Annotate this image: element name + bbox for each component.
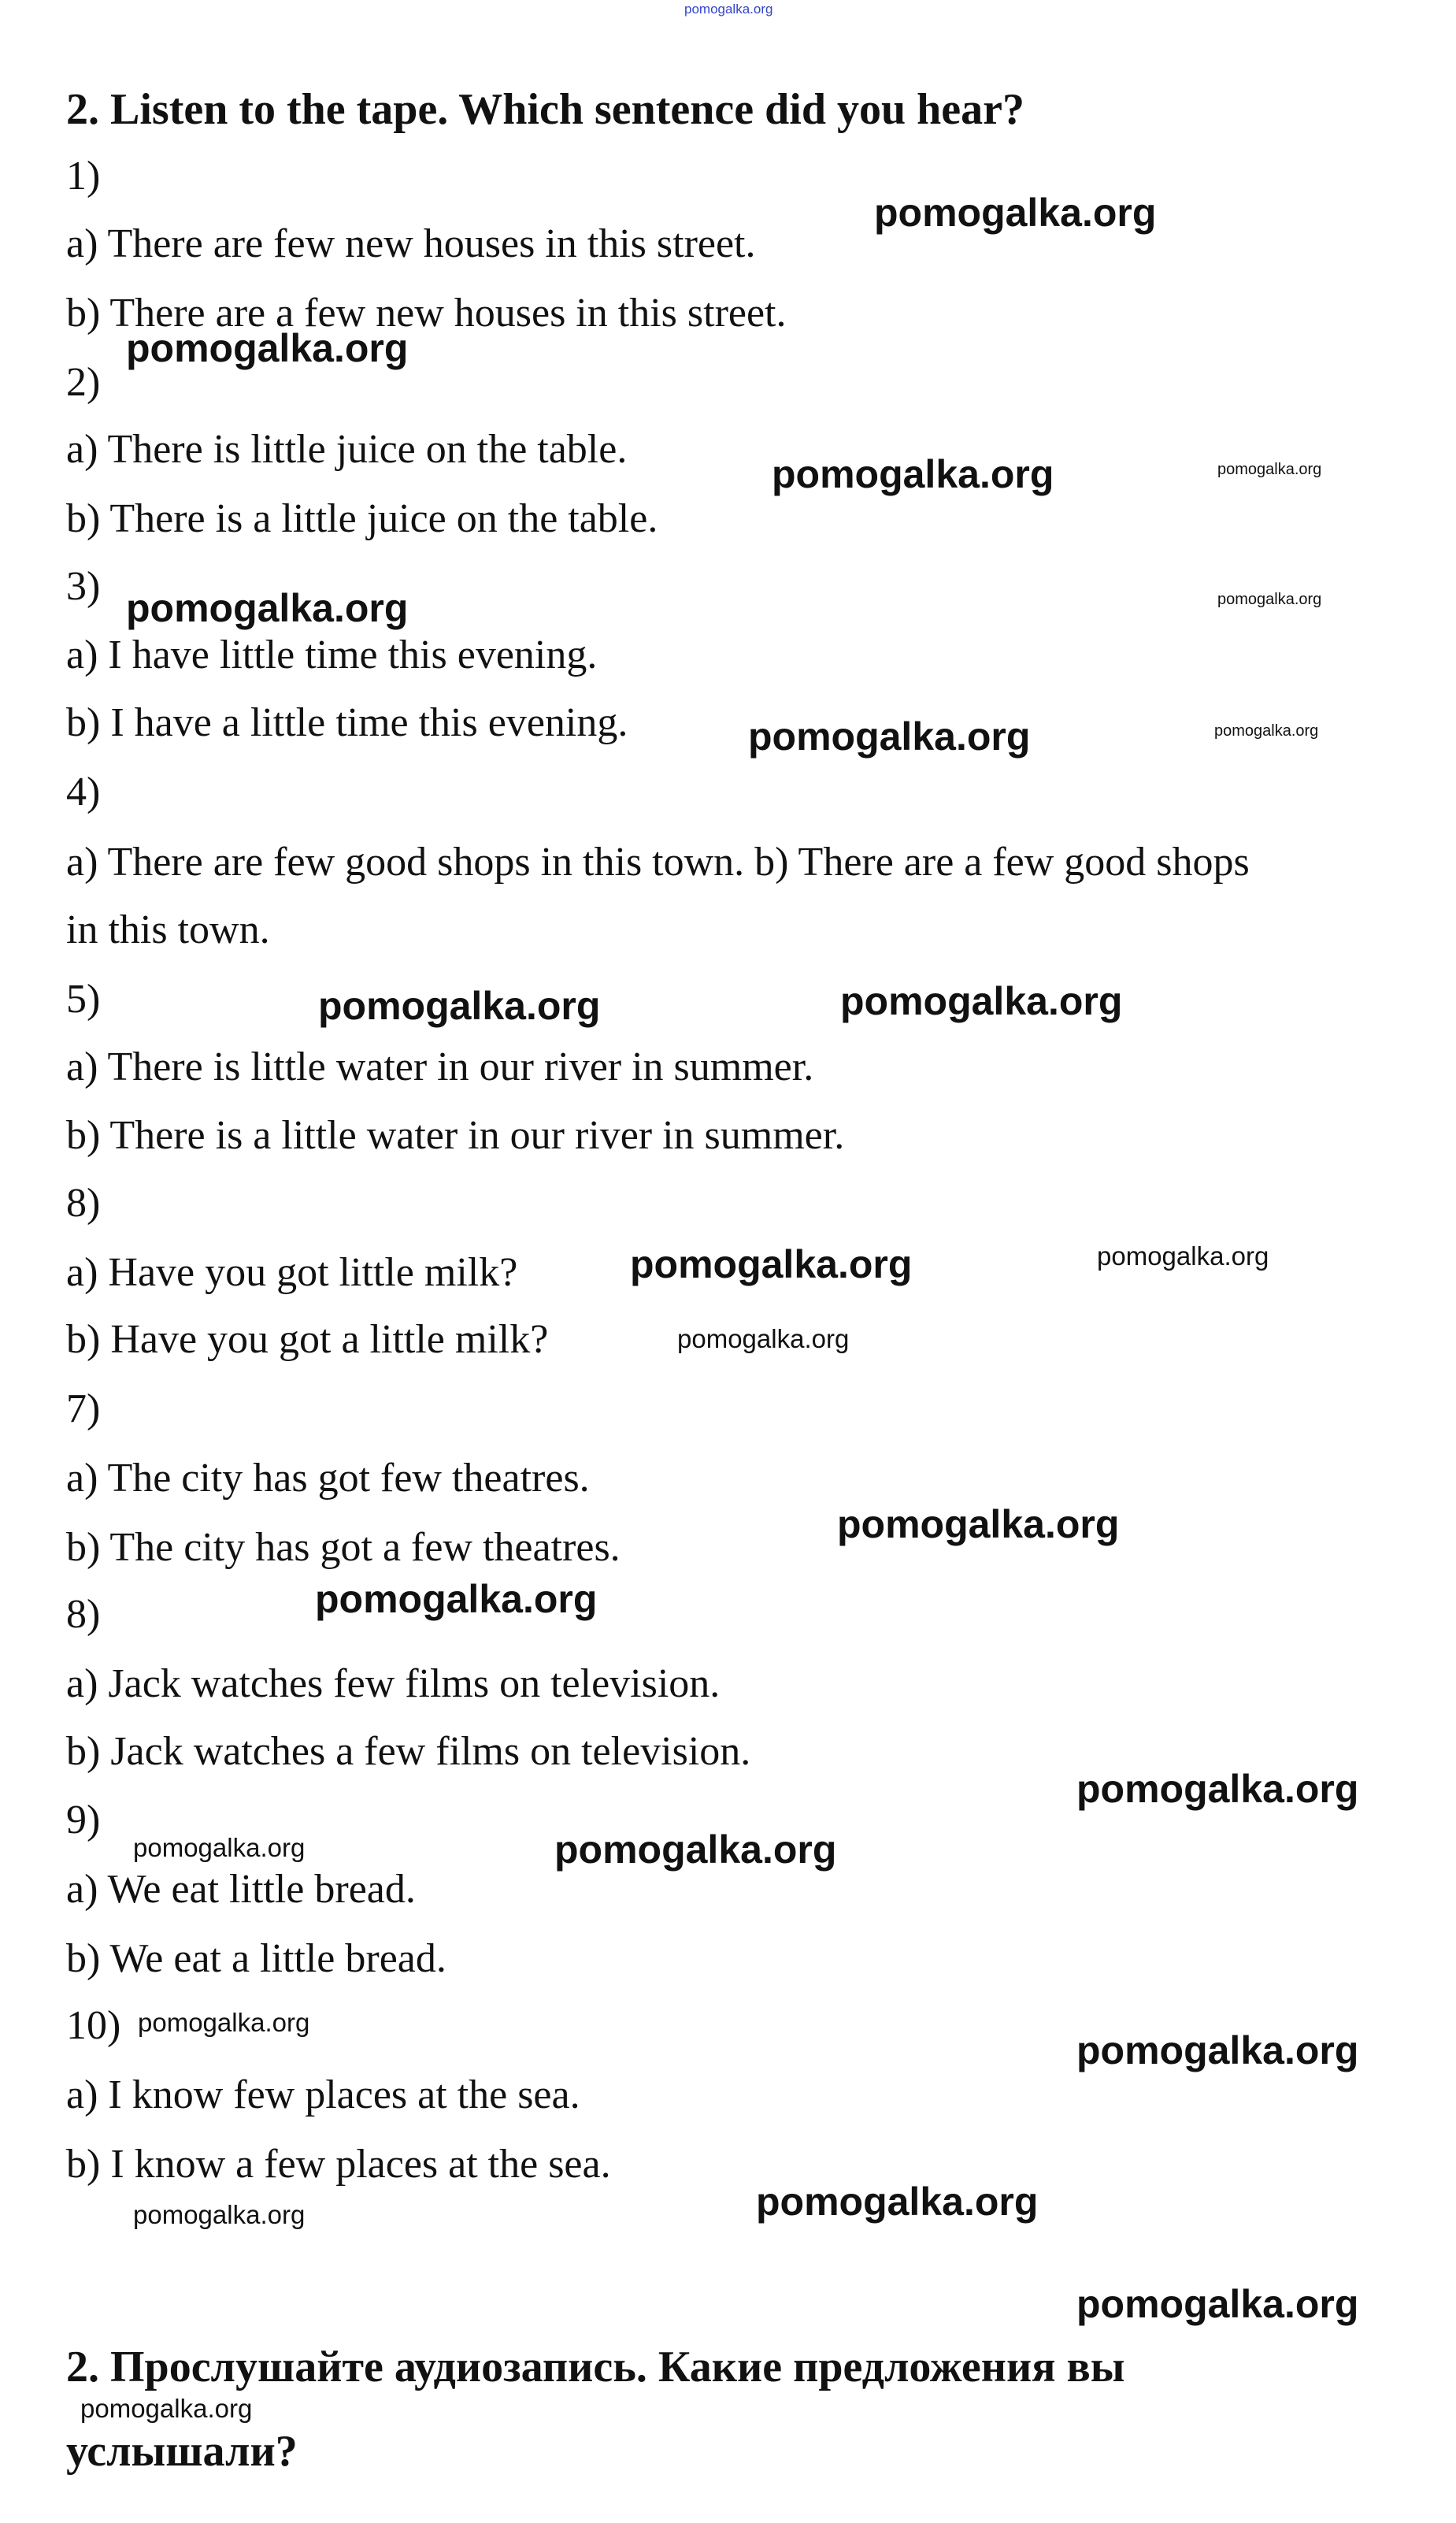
sentence-option: a) There are few new houses in this street. xyxy=(66,221,756,266)
watermark: pomogalka.org xyxy=(840,979,1123,1023)
sentence-option: b) There is a little water in our river in summer. xyxy=(66,1113,845,1158)
watermark: pomogalka.org xyxy=(772,452,1054,496)
watermark: pomogalka.org xyxy=(677,1324,850,1353)
item-number: 3) xyxy=(66,564,101,609)
top-watermark: pomogalka.org xyxy=(684,2,773,17)
watermark: pomogalka.org xyxy=(1076,1767,1359,1811)
watermark: pomogalka.org xyxy=(138,2008,310,2037)
watermark: pomogalka.org xyxy=(1214,722,1319,740)
sentence-option: a) We eat little bread. xyxy=(66,1867,416,1912)
watermark: pomogalka.org xyxy=(1097,1241,1269,1271)
russian-title-line-1: 2. Прослушайте аудиозапись. Какие предложения вы xyxy=(66,2343,1125,2391)
sentence-option: in this town. xyxy=(66,907,270,952)
item-number: 4) xyxy=(66,770,101,814)
watermark: pomogalka.org xyxy=(133,2200,306,2229)
item-number: 2) xyxy=(66,360,101,405)
sentence-option: b) Have you got a little milk? xyxy=(66,1317,549,1362)
watermark: pomogalka.org xyxy=(1076,2028,1359,2072)
watermark: pomogalka.org xyxy=(133,1833,306,1862)
watermark: pomogalka.org xyxy=(126,586,409,630)
item-number: 7) xyxy=(66,1386,101,1431)
watermark: pomogalka.org xyxy=(874,191,1157,235)
item-number: 8) xyxy=(66,1592,101,1637)
watermark: pomogalka.org xyxy=(1217,461,1322,478)
exercise-title: 2. Listen to the tape. Which sentence did you hear? xyxy=(66,85,1024,134)
sentence-option: b) The city has got a few theatres. xyxy=(66,1525,621,1570)
sentence-option: a) There is little juice on the table. xyxy=(66,427,628,472)
russian-title-line-2: услышали? xyxy=(66,2427,298,2476)
sentence-option: a) Jack watches few films on television. xyxy=(66,1661,721,1706)
sentence-option: a) There is little water in our river in summer. xyxy=(66,1044,814,1089)
sentence-option: a) The city has got few theatres. xyxy=(66,1456,590,1501)
item-number: 10) xyxy=(66,2003,121,2048)
sentence-option: b) Jack watches a few films on television. xyxy=(66,1729,751,1774)
watermark: pomogalka.org xyxy=(318,984,601,1028)
watermark: pomogalka.org xyxy=(748,714,1031,759)
item-number: 5) xyxy=(66,977,101,1022)
sentence-option: a) I have little time this evening. xyxy=(66,633,598,677)
item-number: 1) xyxy=(66,154,101,199)
watermark: pomogalka.org xyxy=(1076,2282,1359,2326)
sentence-option: a) Have you got little milk? xyxy=(66,1250,518,1295)
watermark: pomogalka.org xyxy=(126,326,409,370)
sentence-option: b) We eat a little bread. xyxy=(66,1936,446,1981)
watermark: pomogalka.org xyxy=(1217,591,1322,608)
sentence-option: b) I know a few places at the sea. xyxy=(66,2142,611,2187)
sentence-option: b) There are a few new houses in this street. xyxy=(66,291,787,336)
sentence-option: b) There is a little juice on the table. xyxy=(66,496,658,541)
watermark: pomogalka.org xyxy=(315,1577,598,1621)
watermark: pomogalka.org xyxy=(554,1827,837,1872)
item-number: 8) xyxy=(66,1181,101,1226)
watermark: pomogalka.org xyxy=(756,2180,1039,2224)
sentence-option: a) I know few places at the sea. xyxy=(66,2072,580,2117)
sentence-option: b) I have a little time this evening. xyxy=(66,700,628,745)
watermark: pomogalka.org xyxy=(837,1502,1120,1546)
watermark: pomogalka.org xyxy=(630,1242,913,1286)
sentence-option: a) There are few good shops in this town. b) There are a few good shops xyxy=(66,840,1250,885)
item-number: 9) xyxy=(66,1798,101,1842)
watermark: pomogalka.org xyxy=(80,2394,253,2423)
